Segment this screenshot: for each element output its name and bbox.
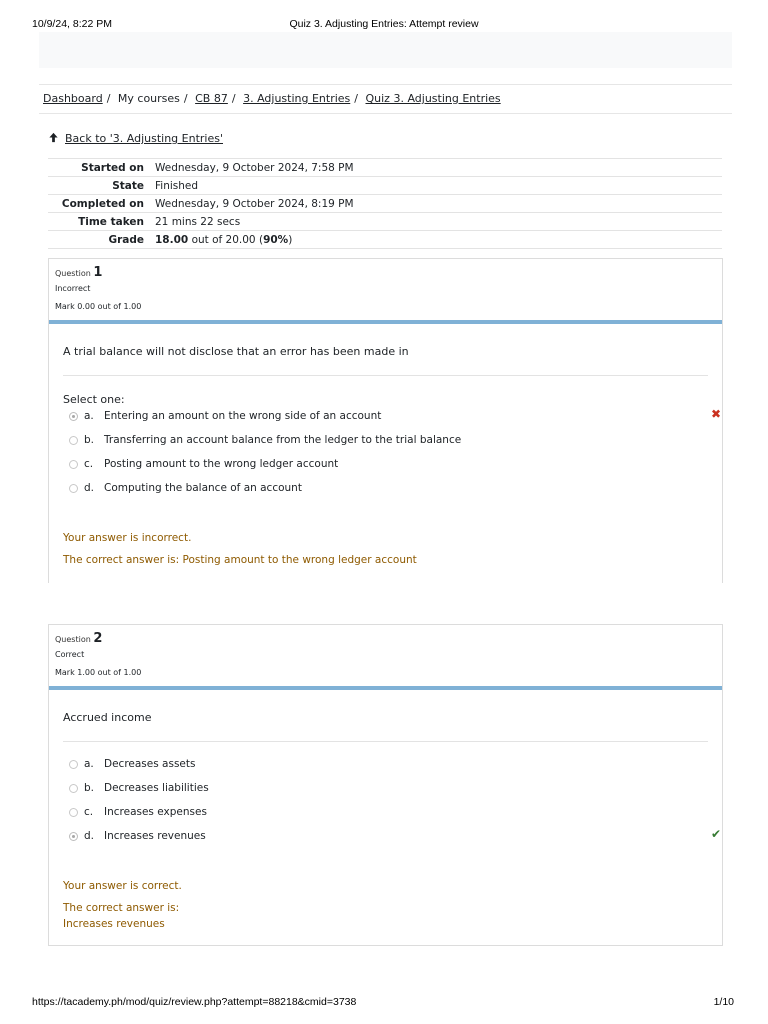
- print-page-number: 1/10: [713, 996, 734, 1008]
- question-1: [48, 258, 723, 583]
- feedback-result: Your answer is correct.: [63, 880, 182, 892]
- grade-percent: 90%: [263, 233, 289, 246]
- question-label: Question: [55, 635, 91, 644]
- breadcrumb-section[interactable]: 3. Adjusting Entries: [243, 92, 351, 105]
- answer-text: Decreases liabilities: [104, 782, 209, 794]
- answer-letter: c.: [84, 806, 94, 818]
- question-mark: Mark 0.00 out of 1.00: [55, 302, 142, 311]
- answer-text: Entering an amount on the wrong side of an account: [104, 410, 382, 422]
- answer-option-d[interactable]: [69, 482, 709, 498]
- question-number: [55, 631, 722, 647]
- breadcrumb-separator: /: [183, 92, 188, 105]
- breadcrumb: [39, 84, 732, 114]
- question-info: [49, 259, 722, 321]
- completed-value: Wednesday, 9 October 2024, 8:19 PM: [155, 195, 722, 213]
- radio-button-selected[interactable]: [69, 412, 78, 421]
- question-divider-bar: [49, 686, 722, 690]
- question-state: Correct: [55, 650, 85, 659]
- summary-row-time: [48, 213, 722, 231]
- question-text-divider: [63, 375, 708, 376]
- answer-option-d[interactable]: [69, 827, 721, 846]
- answer-option-c[interactable]: [69, 806, 709, 822]
- back-link[interactable]: Back to '3. Adjusting Entries': [65, 132, 223, 145]
- answer-letter: d.: [84, 830, 95, 842]
- summary-row-state: [48, 177, 722, 195]
- question-text: A trial balance will not disclose that an error has been made in: [63, 345, 409, 358]
- breadcrumb-separator: /: [106, 92, 111, 105]
- correct-check-icon: ✔: [710, 827, 721, 841]
- radio-button[interactable]: [69, 436, 78, 445]
- question-info: [49, 625, 722, 687]
- question-number: [55, 265, 722, 281]
- answer-text: Decreases assets: [104, 758, 196, 770]
- page-header-band: [39, 32, 732, 68]
- completed-label: Completed on: [48, 195, 155, 213]
- state-value: Finished: [155, 177, 722, 195]
- answer-letter: a.: [84, 410, 94, 422]
- question-label: Question: [55, 269, 91, 278]
- print-page-title: Quiz 3. Adjusting Entries: Attempt review: [289, 18, 479, 30]
- answer-letter: b.: [84, 434, 95, 446]
- question-number-value: 2: [93, 631, 103, 646]
- answer-text: Posting amount to the wrong ledger account: [104, 458, 339, 470]
- breadcrumb-course[interactable]: CB 87: [195, 92, 228, 105]
- answer-letter: c.: [84, 458, 94, 470]
- answer-text: Increases revenues: [104, 830, 206, 842]
- radio-button[interactable]: [69, 460, 78, 469]
- grade-out-of: out of 20.00 (: [191, 233, 264, 246]
- question-2: [48, 624, 723, 946]
- print-datetime: 10/9/24, 8:22 PM: [32, 18, 112, 30]
- grade-score: 18.00: [155, 233, 189, 246]
- question-divider-bar: [49, 320, 722, 324]
- question-number-value: 1: [93, 265, 103, 280]
- summary-row-grade: [48, 231, 722, 249]
- answer-letter: a.: [84, 758, 94, 770]
- grade-close: ): [288, 233, 293, 246]
- incorrect-x-icon: ✖: [710, 407, 721, 421]
- radio-button-selected[interactable]: [69, 832, 78, 841]
- summary-row-completed: [48, 195, 722, 213]
- arrow-up-icon: [48, 132, 59, 143]
- radio-button[interactable]: [69, 760, 78, 769]
- attempt-summary: [48, 158, 722, 249]
- breadcrumb-quiz[interactable]: Quiz 3. Adjusting Entries: [365, 92, 501, 105]
- print-header: [32, 18, 736, 32]
- question-mark: Mark 1.00 out of 1.00: [55, 668, 142, 677]
- started-value: Wednesday, 9 October 2024, 7:58 PM: [155, 159, 722, 177]
- answer-option-b[interactable]: [69, 434, 709, 450]
- breadcrumb-separator: /: [354, 92, 358, 105]
- question-text-divider: [63, 741, 708, 742]
- feedback-result: Your answer is incorrect.: [63, 532, 192, 544]
- grade-value: [155, 231, 722, 249]
- back-to-section: [48, 132, 223, 145]
- started-label: Started on: [48, 159, 155, 177]
- answer-option-b[interactable]: [69, 782, 709, 798]
- answer-letter: b.: [84, 782, 95, 794]
- print-footer: [32, 996, 736, 1010]
- feedback-answer-text: Increases revenues: [63, 918, 165, 930]
- answer-option-c[interactable]: [69, 458, 709, 474]
- select-one-prompt: Select one:: [63, 393, 125, 406]
- radio-button[interactable]: [69, 808, 78, 817]
- time-value: 21 mins 22 secs: [155, 213, 722, 231]
- radio-button[interactable]: [69, 484, 78, 493]
- answer-text: Increases expenses: [104, 806, 207, 818]
- state-label: State: [48, 177, 155, 195]
- grade-label: Grade: [48, 231, 155, 249]
- answer-text: Transferring an account balance from the ledger to the trial balance: [104, 434, 462, 446]
- feedback-correct-answer: The correct answer is: Posting amount to the wrong ledger account: [63, 554, 417, 566]
- breadcrumb-dashboard[interactable]: Dashboard: [43, 92, 103, 105]
- radio-button[interactable]: [69, 784, 78, 793]
- answer-text: Computing the balance of an account: [104, 482, 302, 494]
- print-url: https://tacademy.ph/mod/quiz/review.php?attempt=88218&cmid=3738: [32, 996, 357, 1008]
- answer-letter: d.: [84, 482, 95, 494]
- answer-option-a[interactable]: [69, 758, 709, 774]
- answer-option-a[interactable]: [69, 407, 721, 426]
- summary-row-started: [48, 159, 722, 177]
- time-label: Time taken: [48, 213, 155, 231]
- feedback-correct-answer: The correct answer is:: [63, 902, 180, 914]
- question-text: Accrued income: [63, 711, 152, 724]
- breadcrumb-separator: /: [231, 92, 236, 105]
- breadcrumb-my-courses: My courses: [117, 92, 180, 105]
- question-state: Incorrect: [55, 284, 91, 293]
